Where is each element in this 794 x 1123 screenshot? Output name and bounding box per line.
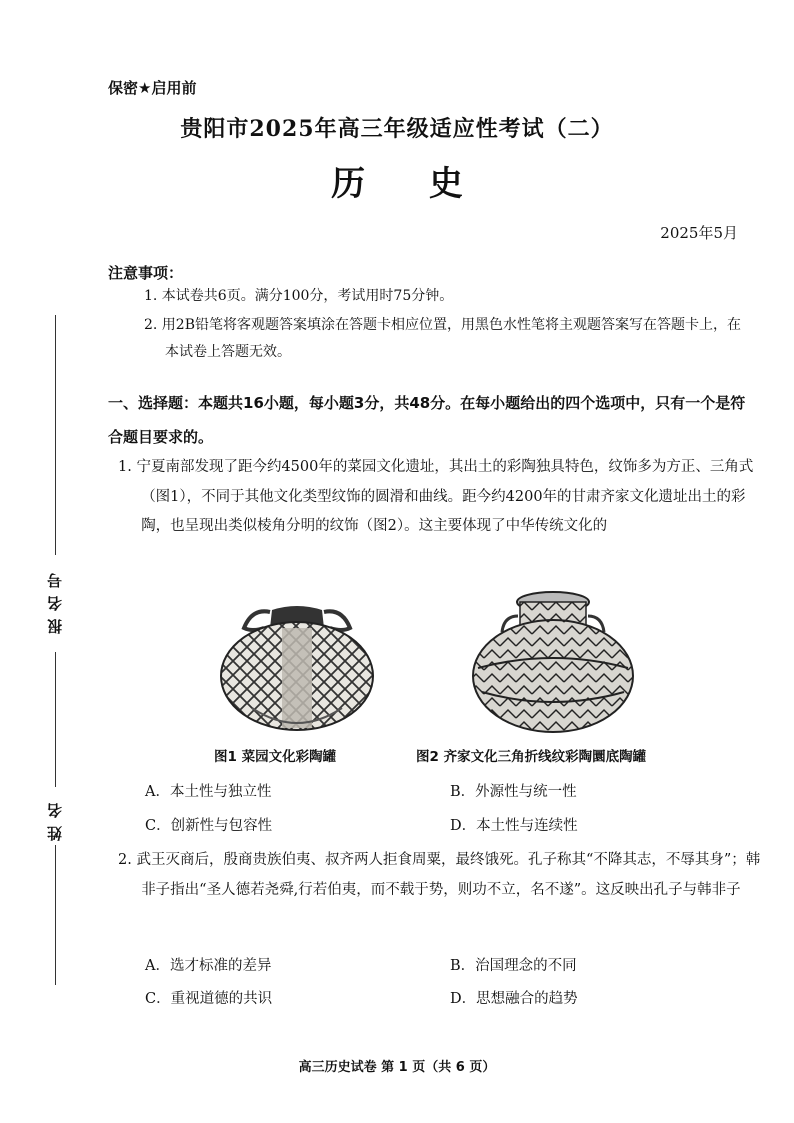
q1-option-a: A．本土性与独立性 (145, 784, 272, 800)
section-heading: 一、选择题：本题共16小题，每小题3分，共48分。在每小题给出的四个选项中，只有一个是符合题目要求的。 (108, 394, 746, 446)
figure-1-caption: 图1 菜园文化彩陶罐 (214, 749, 337, 765)
binding-line (55, 652, 56, 787)
student-name-label: 姓名 (46, 795, 64, 841)
q1-option-c: C．创新性与包容性 (145, 818, 273, 834)
confidential-mark: 保密★启用前 (108, 79, 197, 97)
subject-title: 历 史 (331, 164, 489, 204)
notice-item: 2. 用2B铅笔将客观题答案填涂在答题卡相应位置，用黑色水性笔将主观题答案写在答题卡上，在本试卷上答题无效。 (144, 317, 742, 360)
q2-option-c: C．重视道德的共识 (145, 991, 273, 1007)
q2-option-d: D．思想融合的趋势 (450, 991, 578, 1007)
registration-number-label: 报名号 (46, 565, 64, 634)
figure-1-pottery-image (212, 598, 382, 738)
q1-option-d: D．本土性与连续性 (450, 818, 578, 834)
notice-heading: 注意事项： (108, 264, 184, 282)
q2-option-b: B．治国理念的不同 (450, 958, 577, 974)
question-2-text: 2. 武王灭商后，殷商贵族伯夷、叔齐两人拒食周粟，最终饿死。孔子称其“不降其志，不辱其身”；韩非子指出“圣人德若尧舜,行若伯夷，而不载于势，则功不立，名不遂”。这反映出孔子与韩非子 (118, 852, 761, 898)
question-1-text: 1. 宁夏南部发现了距今约4500年的菜园文化遗址，其出土的彩陶独具特色，纹饰多为方正、三角式（图1），不同于其他文化类型纹饰的圆滑和曲线。距今约4200年的甘肃齐家文化遗址出土的彩陶，也呈现出类似棱角分明的纹饰（图2）。这主要体现了中华传统文化的 (118, 459, 754, 534)
exam-title: 贵阳市2025年高三年级适应性考试（二） (180, 116, 614, 142)
figure-2-pottery-image (468, 588, 638, 738)
notice-item: 1. 本试卷共6页。满分100分，考试用时75分钟。 (144, 288, 454, 304)
q1-option-b: B．外源性与统一性 (450, 784, 577, 800)
binding-line (55, 845, 56, 985)
binding-line (55, 315, 56, 555)
q2-option-a: A．选才标准的差异 (145, 958, 272, 974)
exam-date: 2025年5月 (660, 224, 738, 242)
figure-2-caption: 图2 齐家文化三角折线纹彩陶圜底陶罐 (416, 749, 647, 765)
page-footer: 高三历史试卷 第 1 页（共 6 页） (298, 1060, 496, 1075)
